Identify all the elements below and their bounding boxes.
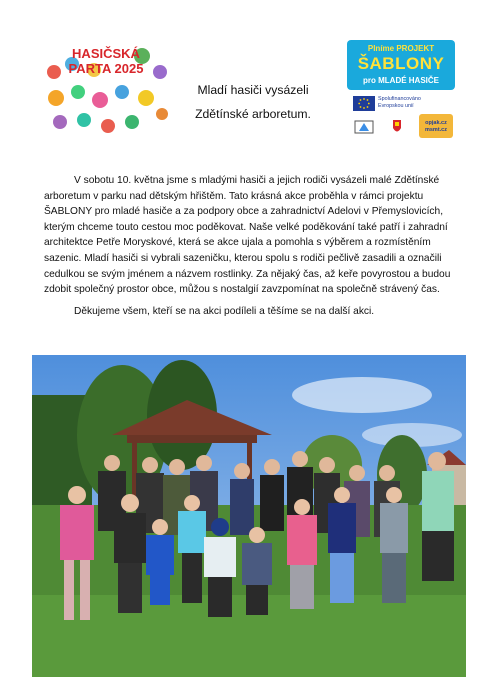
body-paragraph-2: Děkujeme všem, kteří se na akci podíleli a těšíme se na další akci. (74, 305, 375, 317)
eu-flag-icon (353, 96, 375, 111)
body-paragraph-1: V sobotu 10. května jsme s mladými hasiči a jejich rodiči vysázeli malé Zdětínské arboretum v parku nad dětským hřištěm. Tato krásná akce proběhla v rámci projektu ŠABLONY pro mladé hasiče a za podpory obce a zahradnictví Adelovi v Přemyslovicích, kterým chceme touto cestou moc poděkovat. Naše velké poděkování také patří i zahradní architektce Petře Moryskové, která se akce ujala a pomohla s výběrem a rozmístěním sazenic. Mladí hasiči si vybrali sazeničku, kterou spolu s rodiči pečlivě zasadili a označili cedulkou se svým jménem a názvem rostlinky. Za nějaký čas, až keře povyrostou a budou zdobit společný prostor obce, můžou s nostalgií zavzpomínat na společně strávený čas. (44, 175, 451, 296)
eu-text-line2: Evropskou unií (378, 102, 414, 109)
group-photo (32, 355, 466, 677)
opjak-line1: opjak.cz (425, 120, 447, 126)
handprints-icon (42, 42, 170, 138)
logo-text-line2: PARTA 2025 (68, 61, 144, 76)
badge-line2: ŠABLONY (357, 54, 445, 73)
hasicska-parta-logo (42, 42, 170, 138)
opjak-logo (419, 114, 453, 138)
eu-text-line1: Spolufinancováno (378, 96, 421, 102)
sablony-badge (347, 40, 455, 138)
article-title (178, 78, 328, 126)
badge-line1: Plníme PROJEKT (367, 44, 435, 53)
badge-banner (347, 40, 455, 90)
group-photo-image (32, 355, 466, 677)
opjak-line2: msmt.cz (424, 127, 447, 133)
badge-line3: pro MLADÉ HASIČE (363, 76, 439, 85)
eu-cofinanced-text (378, 96, 448, 109)
logo-text-line1: HASIČSKÁ (72, 46, 140, 61)
title-line1: Mladí hasiči vysázeli (197, 83, 309, 97)
title-line2: Zdětínské arboretum. (195, 107, 311, 121)
article-body (44, 173, 454, 319)
partner-logos-icon (353, 117, 413, 137)
